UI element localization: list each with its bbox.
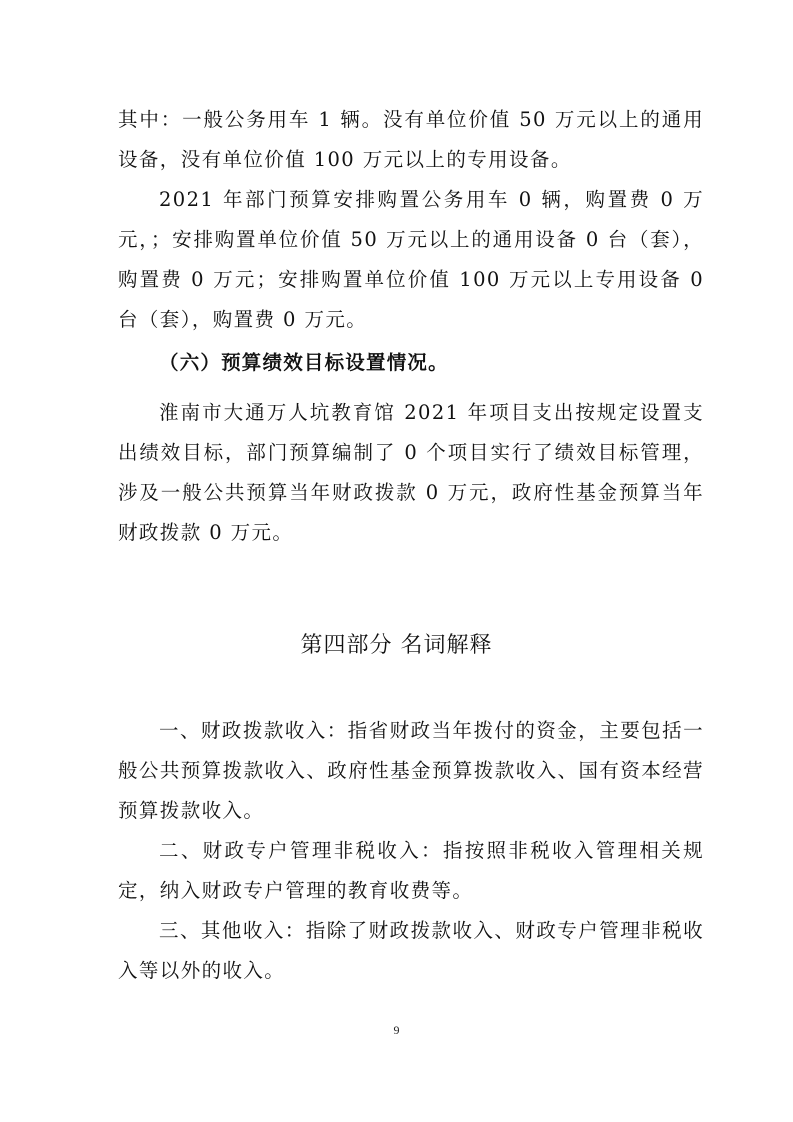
section-title: 第四部分 名词解释 <box>300 633 493 658</box>
subsection-heading: （六）预算绩效目标设置情况。 <box>159 351 449 374</box>
paragraph-2021-purchase-plan: 2021 年部门预算安排购置公务用车 0 辆，购置费 0 万元，；安排购置单位价值 50 万元以上的通用设备 0 台（套），购置费 0 万元；安排购置单位价值 100 万元以上专用设备 0 台（套），购置费 0 万元。 <box>118 188 704 331</box>
definition-other-revenue: 三、其他收入：指除了财政拨款收入、财政专户管理非税收入等以外的收入。 <box>118 919 704 982</box>
definition-fiscal-appropriation: 一、财政拨款收入：指省财政当年拨付的资金，主要包括一般公共预算拨款收入、政府性基金预算拨款收入、国有资本经营预算拨款收入。 <box>118 719 704 822</box>
paragraph-vehicles-equipment: 其中：一般公务用车 1 辆。没有单位价值 50 万元以上的通用设备，没有单位价值 100 万元以上的专用设备。 <box>118 108 704 171</box>
definition-special-account-revenue: 二、财政专户管理非税收入：指按照非税收入管理相关规定，纳入财政专户管理的教育收费等。 <box>118 839 704 902</box>
page-number: 9 <box>393 1023 400 1037</box>
paragraph-performance-targets: 淮南市大通万人坑教育馆 2021 年项目支出按规定设置支出绩效目标，部门预算编制了 0 个项目实行了绩效目标管理，涉及一般公共预算当年财政拨款 0 万元，政府性基金预算当年财政拨款 0 万元。 <box>118 401 704 544</box>
